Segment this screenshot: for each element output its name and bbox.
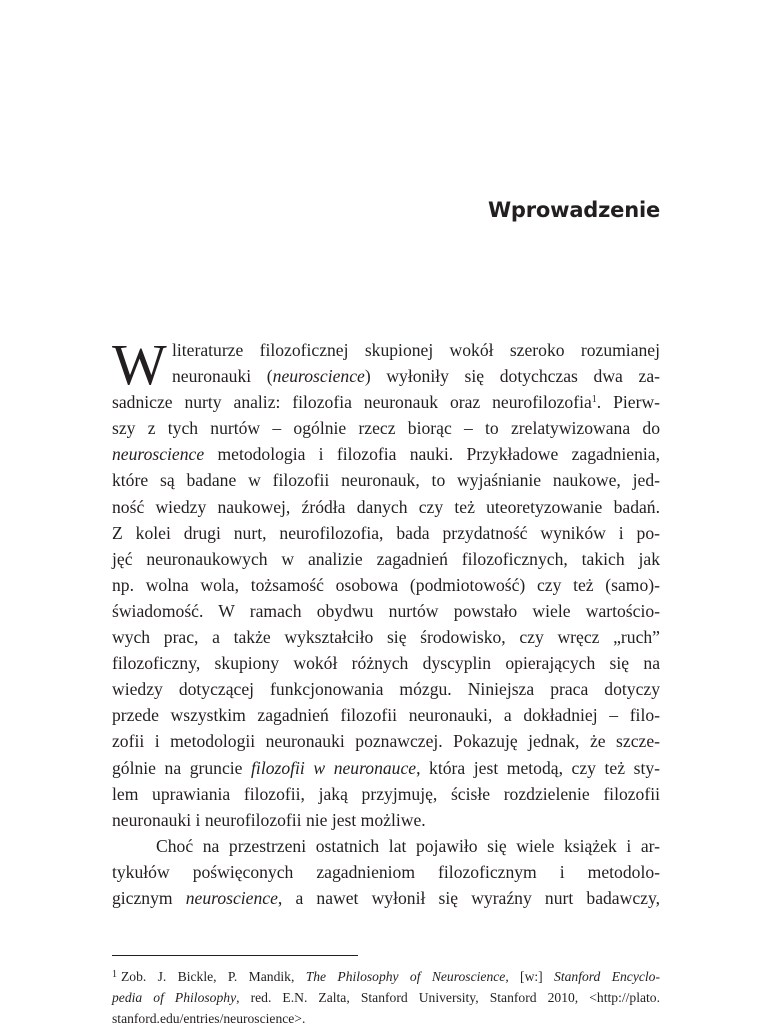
chapter-title: Wprowadzenie	[487, 198, 660, 222]
text-line: filozoficzny, skupiony wokół różnych dyscyplin opierających się na	[112, 653, 660, 674]
text-line: gólnie na gruncie filozofii w neuronauce, która jest metodą, czy też sty-	[112, 757, 660, 778]
text-line: tykułów poświęconych zagadnieniom filozoficznym i metodolo-	[112, 861, 660, 882]
text-line: zofii i metodologii neuronauki poznawczej. Pokazuję jednak, że szcze-	[112, 731, 660, 752]
footnote-marker: 1	[112, 969, 117, 980]
text-line: lem uprawiania filozofii, jaką przyjmuję, ścisłe rozdzielenie filozofii	[112, 783, 660, 804]
text-line: świadomość. W ramach obydwu nurtów powstało wiele wartościo-	[112, 600, 660, 621]
main-text	[112, 332, 661, 911]
text-line: Z kolei drugi nurt, neurofilozofia, bada przydatność wyników i po-	[112, 522, 660, 543]
text-line: wiedzy dotyczącej funkcjonowania mózgu. Niniejsza praca dotyczy	[112, 679, 660, 700]
footnote-ref[interactable]: 1	[591, 394, 597, 406]
text-line: które są badane w filozofii neuronauk, to wyjaśnianie naukowe, jed-	[112, 470, 660, 491]
text-line: ność wiedzy naukowej, źródła danych czy też uteoretyzowanie badań.	[112, 496, 660, 517]
text-line: sadnicze nurty analiz: filozofia neuronauk oraz neurofilozofia$^1$. Pierw-	[112, 392, 661, 413]
footnote-divider	[112, 955, 358, 956]
text-line: przede wszystkim zagadnień filozofii neuronauki, a dokładniej – filo-	[112, 705, 660, 726]
text-line: gicznym neuroscience, a nawet wyłonił się wyraźny nurt badawczy,	[112, 887, 660, 908]
text-line: szy z tych nurtów – ogólnie rzecz biorąc – to zrelatywizowana do	[112, 418, 660, 439]
text-line: np. wolna wola, tożsamość osobowa (podmiotowość) czy też (samo)-	[112, 574, 660, 595]
text-line: neuronauki i neurofilozofii nie jest możliwe.	[112, 809, 426, 830]
footnote	[112, 966, 660, 1029]
footnote-link[interactable]: stanford.edu/entries/neuroscience>.	[112, 1011, 306, 1026]
text-line: neuroscience metodologia i filozofia nauki. Przykładowe zagadnienia,	[112, 444, 660, 465]
text-line: literaturze filozoficznej skupionej wokół szeroko rozumianej	[172, 340, 660, 360]
text-line: neuronauki (neuroscience) wyłoniły się dotychczas dwa za-	[172, 366, 660, 387]
footnote-line: $^1$ Zob. J. Bickle, P. Mandik, The Philosophy of Neuroscience, [w:] Stanford Encyclo-	[112, 969, 660, 984]
text-line: wych prac, a także wykształciło się środowisko, czy wręcz „ruch”	[112, 627, 660, 648]
drop-cap: W	[112, 332, 167, 397]
text-line: jęć neuronaukowych w analizie zagadnień filozoficznych, takich jak	[112, 548, 660, 569]
text-line: Choć na przestrzeni ostatnich lat pojawiło się wiele książek i ar-	[156, 835, 660, 856]
footnote-line: pedia of Philosophy, red. E.N. Zalta, Stanford University, Stanford 2010, <http://plato.	[112, 990, 660, 1005]
